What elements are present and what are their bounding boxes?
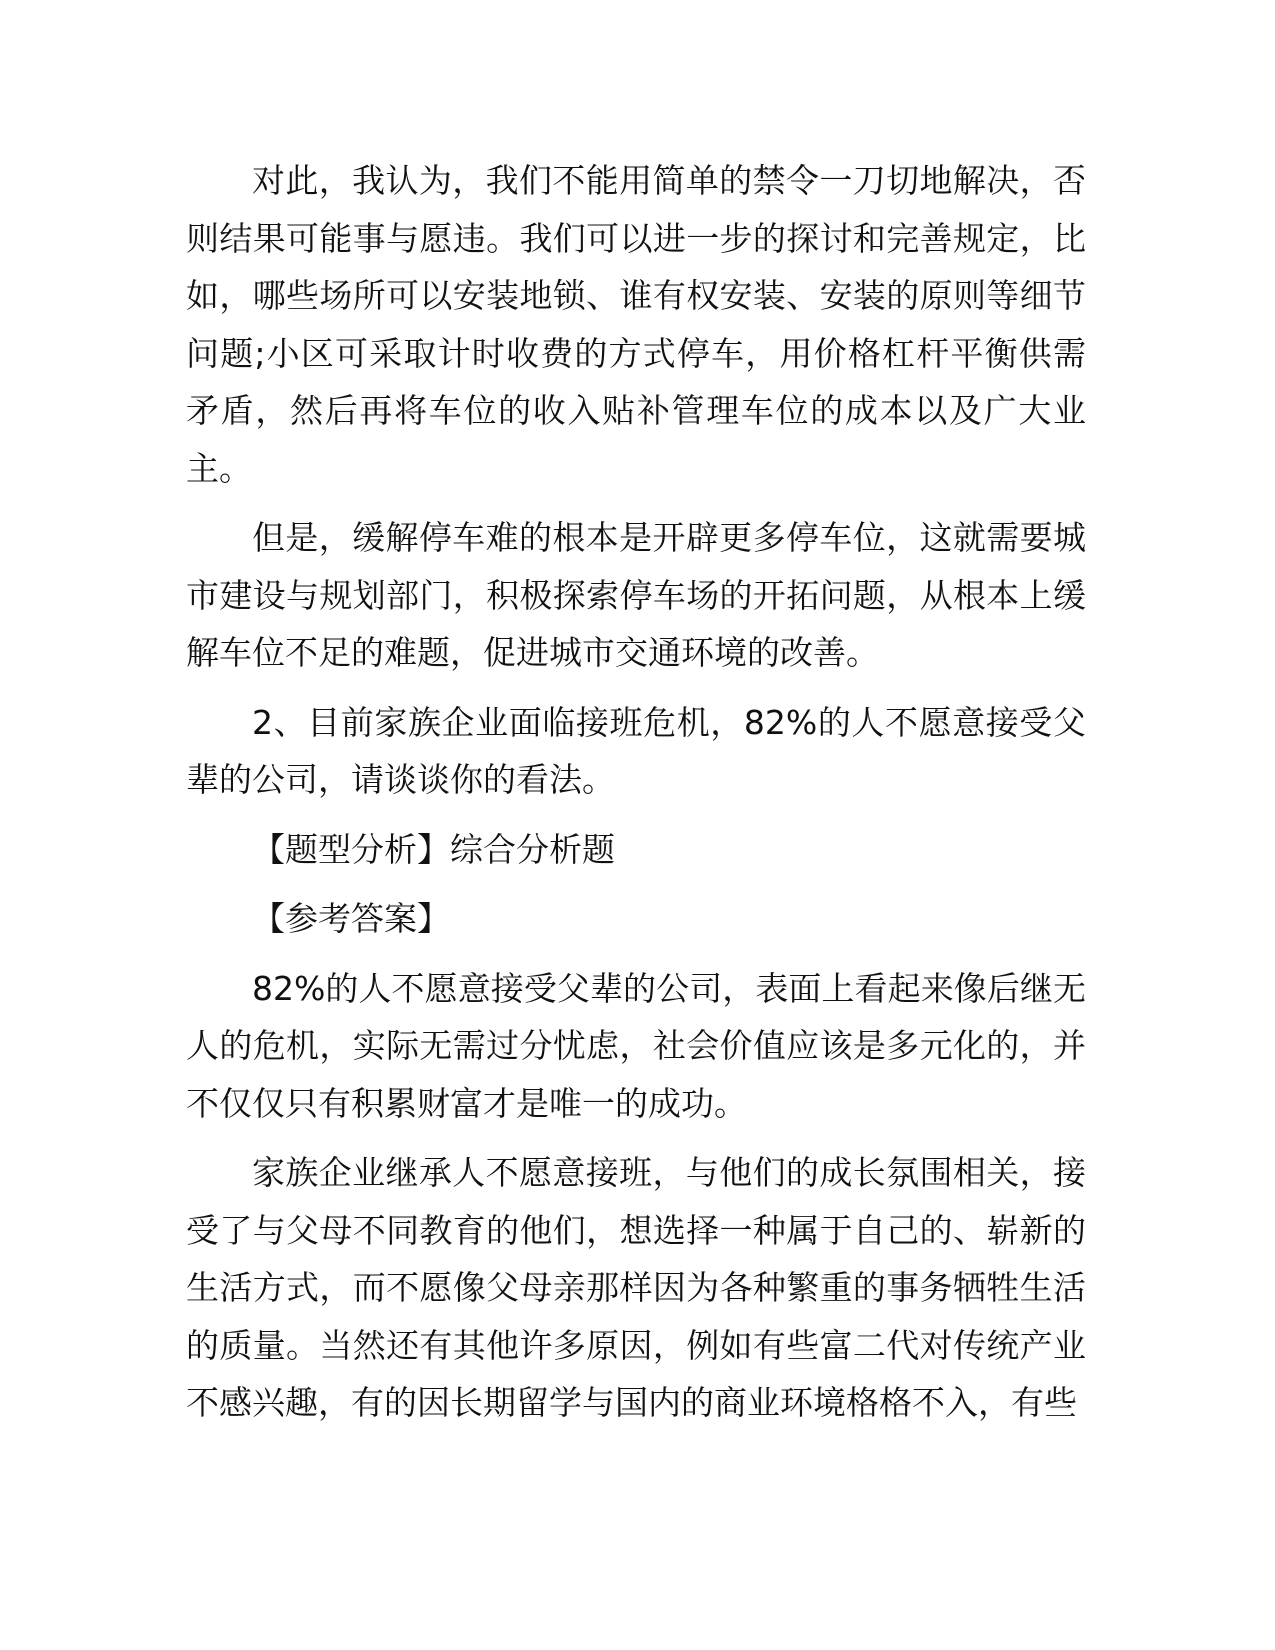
paragraph-parking-root-cause: 但是，缓解停车难的根本是开辟更多停车位，这就需要城市建设与规划部门，积极探索停车场的开拓问题，从根本上缓解车位不足的难题，促进城市交通环境的改善。 (186, 518, 1086, 672)
paragraph-question-type: 【题型分析】综合分析题 (252, 829, 615, 869)
paragraph-reference-answer-heading: 【参考答案】 (252, 899, 450, 938)
paragraph-answer-intro: 82%的人不愿意接受父辈的公司，表面上看起来像后继无人的危机，实际无需过分忧虑，社会价值应该是多元化的，并不仅仅只有积累财富才是唯一的成功。 (186, 968, 1086, 1123)
paragraph-question-2: 2、目前家族企业面临接班危机，82%的人不愿意接受父辈的公司，请谈谈你的看法。 (186, 702, 1086, 799)
document-body (186, 152, 1086, 1444)
paragraph-parking-solution: 对此，我认为，我们不能用简单的禁令一刀切地解决，否则结果可能事与愿违。我们可以进一步的探讨和完善规定，比如，哪些场所可以安装地锁、谁有权安装、安装的原则等细节问题;小区可采取计时收费的方式停车，用价格杠杆平衡供需矛盾，然后再将车位的收入贴补管理车位的成本以及广大业主。 (186, 161, 1086, 488)
paragraph-answer-reasons: 家族企业继承人不愿意接班，与他们的成长氛围相关，接受了与父母不同教育的他们，想选择一种属于自己的、崭新的生活方式，而不愿像父母亲那样因为各种繁重的事务牺牲生活的质量。当然还有其他许多原因，例如有些富二代对传统产业不感兴趣，有的因长期留学与国内的商业环境格格不入，有些 (186, 1153, 1086, 1422)
